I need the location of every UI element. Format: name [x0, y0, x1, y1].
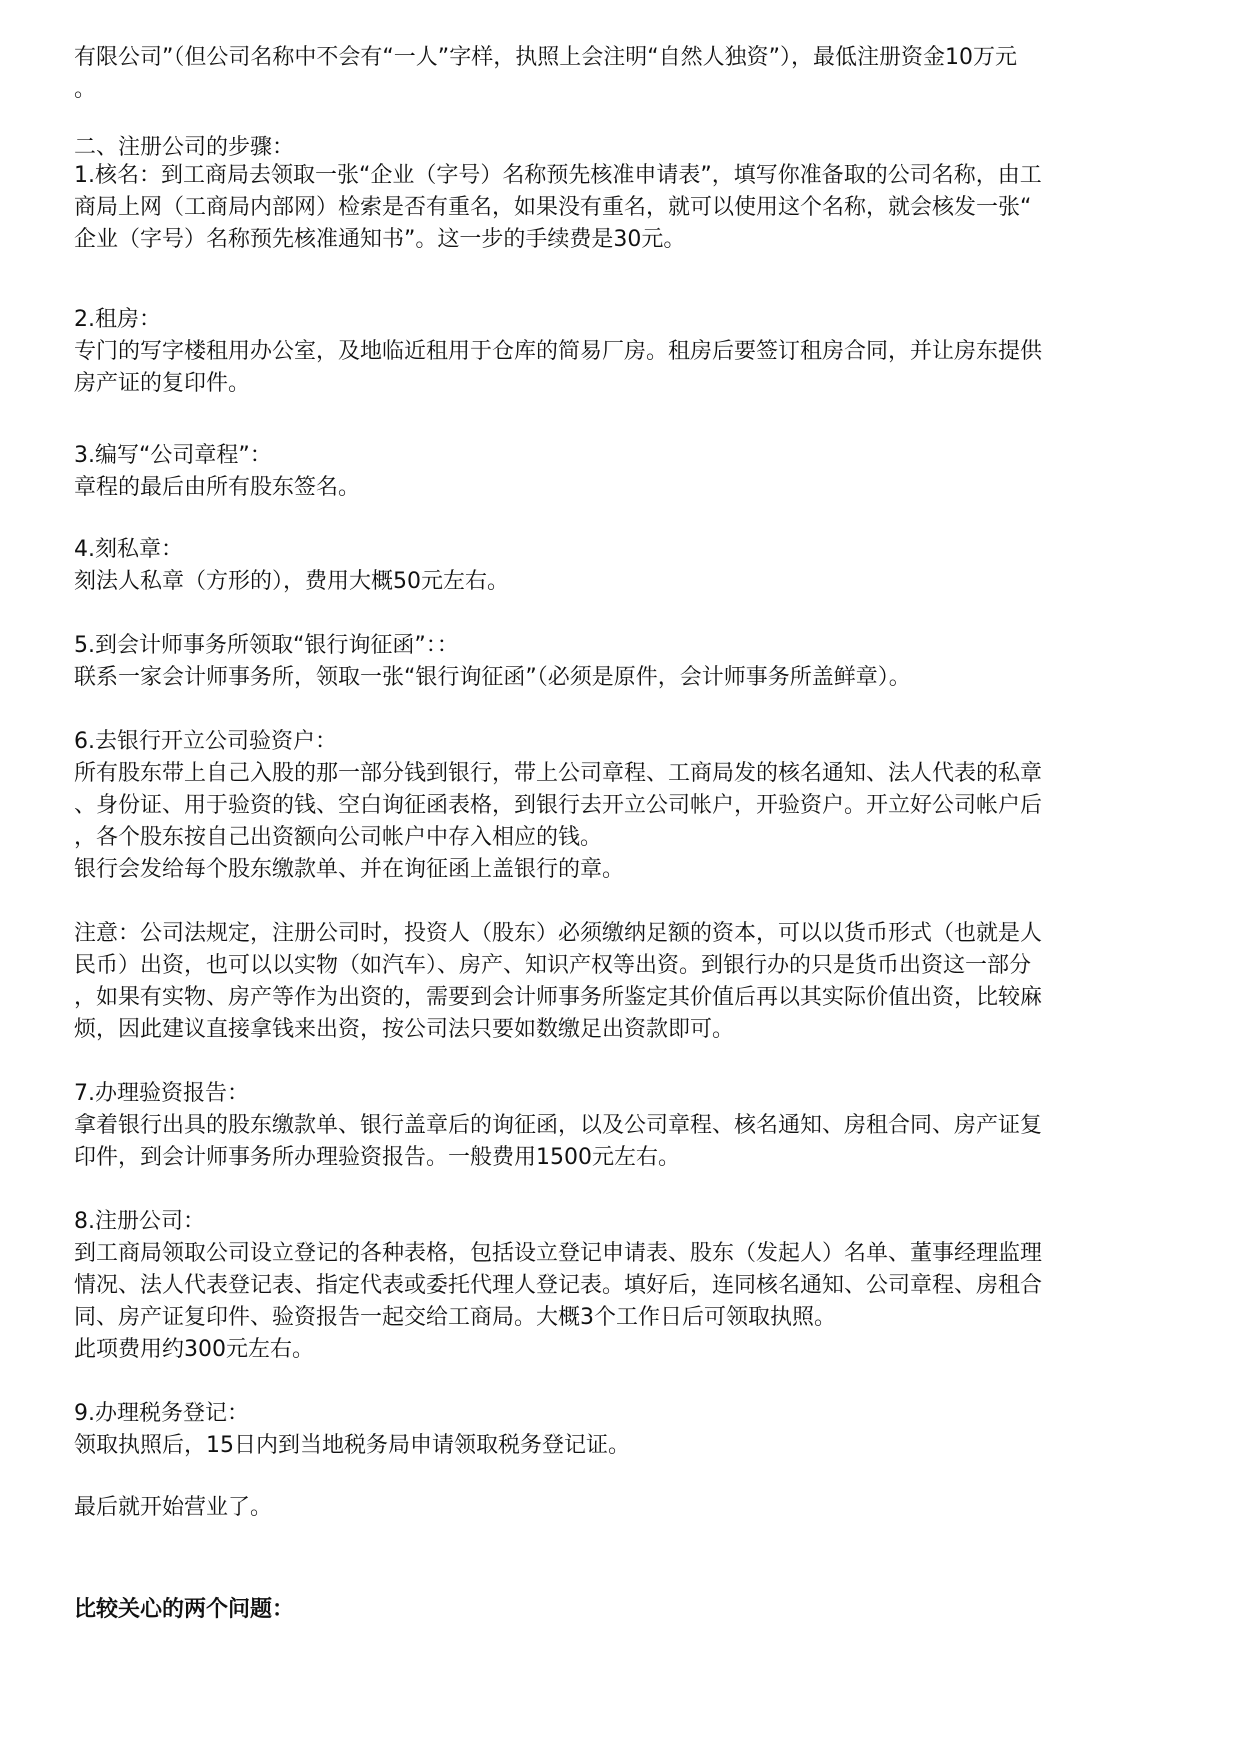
step5-title: 5.到会计师事务所领取“银行询征函”：：: [74, 633, 459, 658]
step8-line: 此项费用约300元左右。: [74, 1337, 314, 1362]
step6-line: 、身份证、用于验资的钱、空白询征函表格，到银行去开立公司帐户，开验资户。开立好公司帐户后: [74, 793, 1043, 818]
intro-line: 。: [74, 77, 97, 102]
step1-line: 企业（字号）名称预先核准通知书”。这一步的手续费是30元。: [74, 227, 686, 252]
step6-line: 银行会发给每个股东缴款单、并在询征函上盖银行的章。: [74, 857, 625, 882]
step5-line: 联系一家会计师事务所，领取一张“银行询征函”（必须是原件，会计师事务所盖鲜章）。: [74, 665, 911, 690]
step2-line: 专门的写字楼租用办公室，及地临近租用于仓库的简易厂房。租房后要签订租房合同，并让房东提供: [74, 339, 1043, 364]
intro-line: 有限公司”（但公司名称中不会有“一人”字样，执照上会注明“自然人独资”），最低注册资金10万元: [74, 45, 1017, 70]
step7-line: 印件，到会计师事务所办理验资报告。一般费用1500元左右。: [74, 1145, 680, 1170]
step9-line: 领取执照后，15日内到当地税务局申请领取税务登记证。: [74, 1433, 630, 1458]
step4-title: 4.刻私章：: [74, 537, 183, 562]
step2-line: 房产证的复印件。: [74, 371, 251, 396]
step3-title: 3.编写“公司章程”：: [74, 443, 272, 468]
step4-line: 刻法人私章（方形的），费用大概50元左右。: [74, 569, 509, 594]
step2-title: 2.租房：: [74, 307, 161, 332]
step8-title: 8.注册公司：: [74, 1209, 205, 1234]
step1-line: 1.核名：到工商局去领取一张“企业（字号）名称预先核准申请表”，填写你准备取的公司名称，由工: [74, 163, 1042, 188]
step8-line: 情况、法人代表登记表、指定代表或委托代理人登记表。填好后，连同核名通知、公司章程、房租合: [74, 1273, 1043, 1298]
step6-line: ，各个股东按自己出资额向公司帐户中存入相应的钱。: [74, 825, 603, 850]
step3-line: 章程的最后由所有股东签名。: [74, 475, 361, 500]
note-line: 注意：公司法规定，注册公司时，投资人（股东）必须缴纳足额的资本，可以以货币形式（也就是人: [74, 921, 1043, 946]
note-line: 民币）出资，也可以以实物（如汽车）、房产、知识产权等出资。到银行办的只是货币出资这一部分: [74, 953, 1032, 978]
step7-line: 拿着银行出具的股东缴款单、银行盖章后的询征函，以及公司章程、核名通知、房租合同、房产证复: [74, 1113, 1043, 1138]
questions-heading: 比较关心的两个问题：: [74, 1597, 295, 1622]
step1-line: 商局上网（工商局内部网）检索是否有重名，如果没有重名，就可以使用这个名称，就会核发一张“: [74, 195, 1032, 220]
step8-line: 到工商局领取公司设立登记的各种表格，包括设立登记申请表、股东（发起人）名单、董事经理监理: [74, 1241, 1043, 1266]
step6-title: 6.去银行开立公司验资户：: [74, 729, 337, 754]
note-line: ，如果有实物、房产等作为出资的，需要到会计师事务所鉴定其价值后再以其实际价值出资，比较麻: [74, 985, 1043, 1010]
step6-line: 所有股东带上自己入股的那一部分钱到银行，带上公司章程、工商局发的核名通知、法人代表的私章: [74, 761, 1043, 786]
step7-title: 7.办理验资报告：: [74, 1081, 249, 1106]
note-line: 烦，因此建议直接拿钱来出资，按公司法只要如数缴足出资款即可。: [74, 1017, 735, 1042]
closing-line: 最后就开始营业了。: [74, 1495, 273, 1520]
step9-title: 9.办理税务登记：: [74, 1401, 249, 1426]
step8-line: 同、房产证复印件、验资报告一起交给工商局。大概3个工作日后可领取执照。: [74, 1305, 836, 1330]
steps-heading: 二、注册公司的步骤：: [74, 135, 295, 160]
